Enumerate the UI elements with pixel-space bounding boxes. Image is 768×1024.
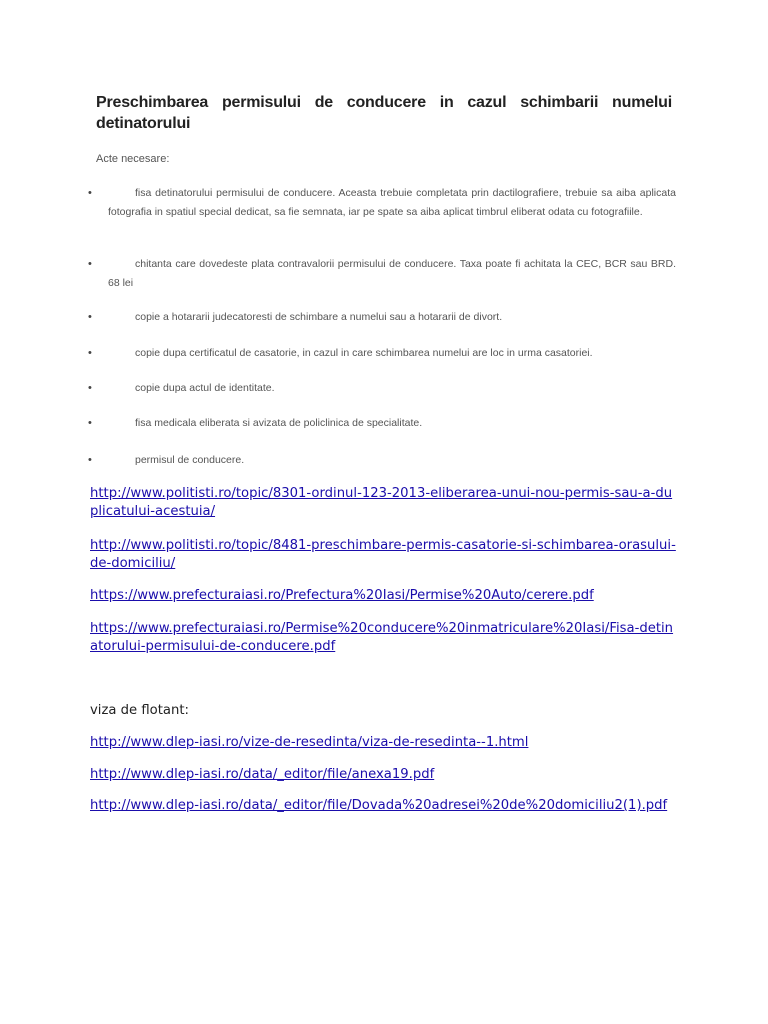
list-item-text: copie dupa actul de identitate.: [135, 382, 275, 394]
link-prefectura-fisa[interactable]: https://www.prefecturaiasi.ro/Permise%20conducere%20inmatriculare%20Iasi/Fisa-detinatorului-permisului-de-conducere.pdf: [90, 621, 674, 654]
document-title: Preschimbarea permisului de conducere in cazul schimbarii numelui detinatorului: [96, 94, 672, 132]
bullet-icon: •: [88, 347, 92, 359]
link-prefectura-cerere[interactable]: https://www.prefecturaiasi.ro/Prefectura%20Iasi/Permise%20Auto/cerere.pdf: [90, 588, 594, 603]
bullet-icon: •: [88, 382, 92, 394]
bullet-icon: •: [88, 187, 92, 199]
list-item-text: copie dupa certificatul de casatorie, in cazul in care schimbarea numelui are loc in urma casatoriei.: [135, 347, 593, 359]
bullet-icon: •: [88, 311, 92, 323]
list-item-text: copie a hotararii judecatoresti de schimbare a numelui sau a hotararii de divort.: [135, 311, 503, 323]
list-item-text: chitanta care dovedeste plata contravalorii permisului de conducere. Taxa poate fi achitata la CEC, BCR sau BRD. 68 lei: [108, 258, 676, 289]
bullet-icon: •: [88, 258, 92, 270]
link-politisti-ordinul[interactable]: http://www.politisti.ro/topic/8301-ordinul-123-2013-eliberarea-unui-nou-permis-sau-a-duplicatului-acestuia/: [90, 486, 673, 519]
viza-flotant-heading: viza de flotant:: [90, 703, 189, 718]
bullet-icon: •: [88, 454, 92, 466]
link-dlep-dovada[interactable]: http://www.dlep-iasi.ro/data/_editor/file/Dovada%20adresei%20de%20domiciliu2(1).pdf: [90, 798, 668, 813]
intro-label: Acte necesare:: [96, 153, 170, 165]
link-politisti-preschimbare[interactable]: http://www.politisti.ro/topic/8481-preschimbare-permis-casatorie-si-schimbarea-orasului-de-domiciliu/: [90, 538, 676, 571]
link-dlep-anexa19[interactable]: http://www.dlep-iasi.ro/data/_editor/file/anexa19.pdf: [90, 767, 435, 782]
bullet-icon: •: [88, 417, 92, 429]
link-dlep-viza[interactable]: http://www.dlep-iasi.ro/vize-de-resedinta/viza-de-resedinta--1.html: [90, 735, 529, 750]
list-item-text: permisul de conducere.: [135, 454, 245, 466]
list-item-text: fisa medicala eliberata si avizata de policlinica de specialitate.: [135, 417, 423, 429]
list-item-text: fisa detinatorului permisului de conducere. Aceasta trebuie completata prin dactilografiere, trebuie sa aiba aplicata fotografia in spatiul special dedicat, sa fie semnata, iar pe spate sa aiba aplicat timbrul eliberat odata cu fotografiile.: [108, 187, 676, 218]
